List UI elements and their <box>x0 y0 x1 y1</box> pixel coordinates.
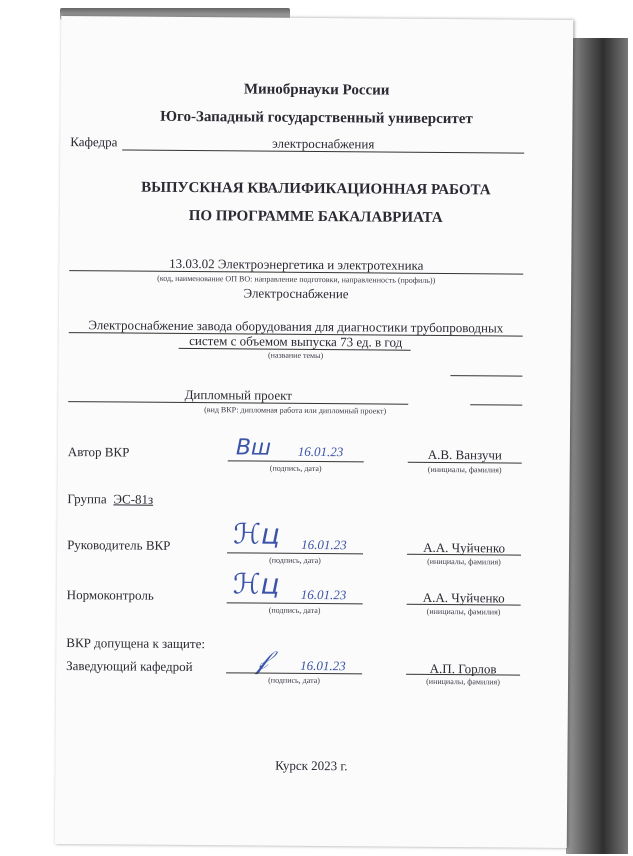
normcontrol-name-caption: (инициалы, фамилия) <box>426 606 501 617</box>
supervisor-label: Руководитель ВКР <box>67 537 171 553</box>
direction-value: 13.03.02 Электроэнергетика и электротехника <box>169 255 424 273</box>
supervisor-name-caption: (инициалы, фамилия) <box>427 556 501 567</box>
supervisor-sign-caption: (подпись, дата) <box>269 555 321 566</box>
work-type-caption: (вид ВКР: дипломная работа или дипломный проект) <box>204 405 387 416</box>
supervisor-signature: ℋц <box>233 517 281 551</box>
topic-line-1: Электроснабжение завода оборудования для диагностики трубопроводных <box>88 317 504 336</box>
work-type-value: Дипломный проект <box>184 386 293 403</box>
author-name-caption: (инициалы, фамилия) <box>427 464 502 475</box>
normcontrol-sign-line <box>227 602 363 604</box>
head-name-caption: (инициалы, фамилия) <box>426 676 500 687</box>
normcontrol-sign-caption: (подпись, дата) <box>268 605 321 616</box>
head-label: Заведующий кафедрой <box>66 658 193 675</box>
normcontrol-name: А.А. Чуйченко <box>422 589 505 606</box>
author-label: Автор ВКР <box>67 444 130 460</box>
direction-caption: (код, наименование ОП ВО: направление подготовки, направленность (профиль)) <box>157 273 436 285</box>
university-heading: Юго-Западный государственный университет <box>160 108 473 128</box>
admitted-label: ВКР допущена к защите: <box>66 635 206 652</box>
head-date: 16.01.23 <box>300 657 346 674</box>
page-edge-shadow-right <box>566 38 628 854</box>
topic-line-2: систем с объемом выпуска 73 ед. в год <box>189 333 403 350</box>
author-sign-line <box>228 460 364 462</box>
head-name: А.П. Горлов <box>429 660 497 677</box>
head-sign-caption: (подпись, дата) <box>268 675 320 686</box>
supervisor-name: А.А. Чуйченко <box>423 539 506 556</box>
blank-line <box>450 375 522 377</box>
topic-caption: (название темы) <box>267 350 324 361</box>
group-label: Группа <box>67 491 107 507</box>
group-value: ЭС-81з <box>113 491 154 507</box>
normcontrol-date: 16.01.23 <box>300 586 347 603</box>
head-signature: 𝒻 <box>256 645 268 676</box>
normcontrol-signature: ℋц <box>232 567 280 601</box>
work-type-line-right <box>470 404 522 405</box>
footer-city-year: Курск 2023 г. <box>275 757 348 774</box>
author-date: 16.01.23 <box>297 443 344 460</box>
author-name: А.В. Ванзучи <box>427 446 502 463</box>
author-name-line <box>408 462 522 464</box>
author-signature: Вш <box>235 435 272 461</box>
normcontrol-label: Нормоконтроль <box>66 587 154 603</box>
supervisor-date: 16.01.23 <box>301 536 347 553</box>
head-sign-line <box>226 672 362 674</box>
department-value: электроснабжения <box>272 135 375 152</box>
ministry-heading: Минобрнауки России <box>243 81 390 99</box>
title-line-1: ВЫПУСКНАЯ КВАЛИФИКАЦИОННАЯ РАБОТА <box>141 179 491 199</box>
profile-value: Электроснабжение <box>243 285 349 302</box>
department-label: Кафедра <box>70 134 118 150</box>
title-page <box>55 16 573 848</box>
title-line-2: ПО ПРОГРАММЕ БАКАЛАВРИАТА <box>188 208 443 227</box>
supervisor-sign-line <box>227 552 363 554</box>
author-sign-caption: (подпись, дата) <box>269 463 322 474</box>
